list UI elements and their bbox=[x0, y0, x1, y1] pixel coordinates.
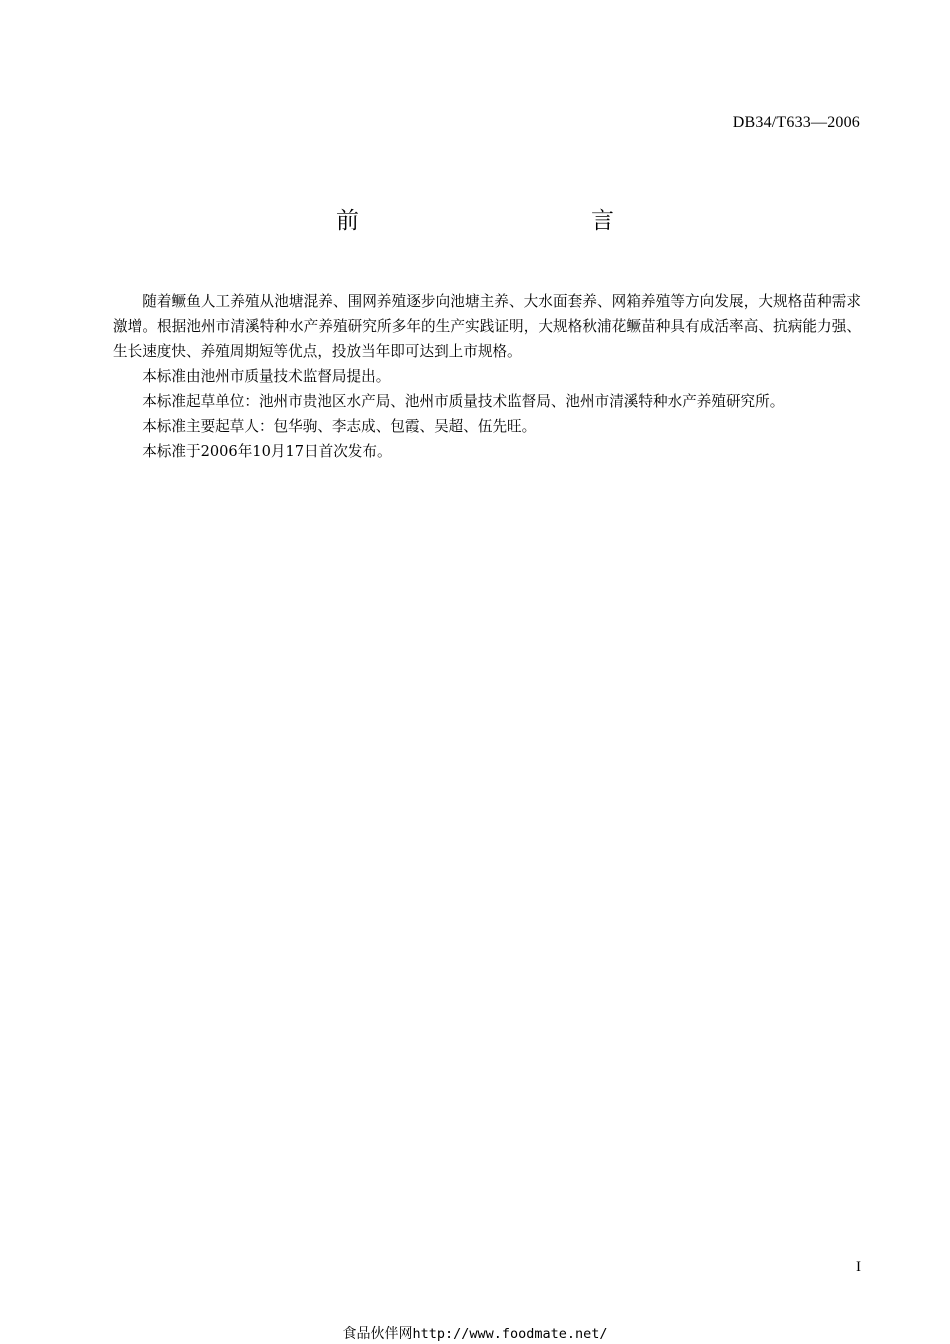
paragraph-proposer: 本标准由池州市质量技术监督局提出。 bbox=[142, 368, 391, 385]
footer-site-name: 食品伙伴网 bbox=[342, 1326, 413, 1342]
footer-watermark bbox=[0, 1323, 950, 1343]
footer-url-link[interactable]: http://www.foodmate.net/ bbox=[412, 1326, 608, 1342]
paragraph-intro: 随着鳜鱼人工养殖从池塘混养、围网养殖逐步向池塘主养、大水面套养、网箱养殖等方向发展，大规格苗种需求激增。根据池州市清溪特种水产养殖研究所多年的生产实践证明，大规格秋浦花鳜苗种具有成活率高、抗病能力强、生长速度快、养殖周期短等优点，投放当年即可达到上市规格。 bbox=[113, 293, 861, 360]
paragraph-drafters: 本标准主要起草人：包华驹、李志成、包霞、吴超、伍先旺。 bbox=[142, 418, 537, 435]
paragraph-drafting-units: 本标准起草单位：池州市贵池区水产局、池州市质量技术监督局、池州市清溪特种水产养殖研究所。 bbox=[142, 393, 785, 410]
paragraph-release-date: 本标准于2006年10月17日首次发布。 bbox=[142, 443, 392, 460]
page-number: I bbox=[856, 1259, 861, 1275]
page-title: 前 言 bbox=[336, 208, 676, 234]
standard-code: DB34/T633—2006 bbox=[732, 114, 860, 131]
foreword-body bbox=[113, 289, 861, 464]
